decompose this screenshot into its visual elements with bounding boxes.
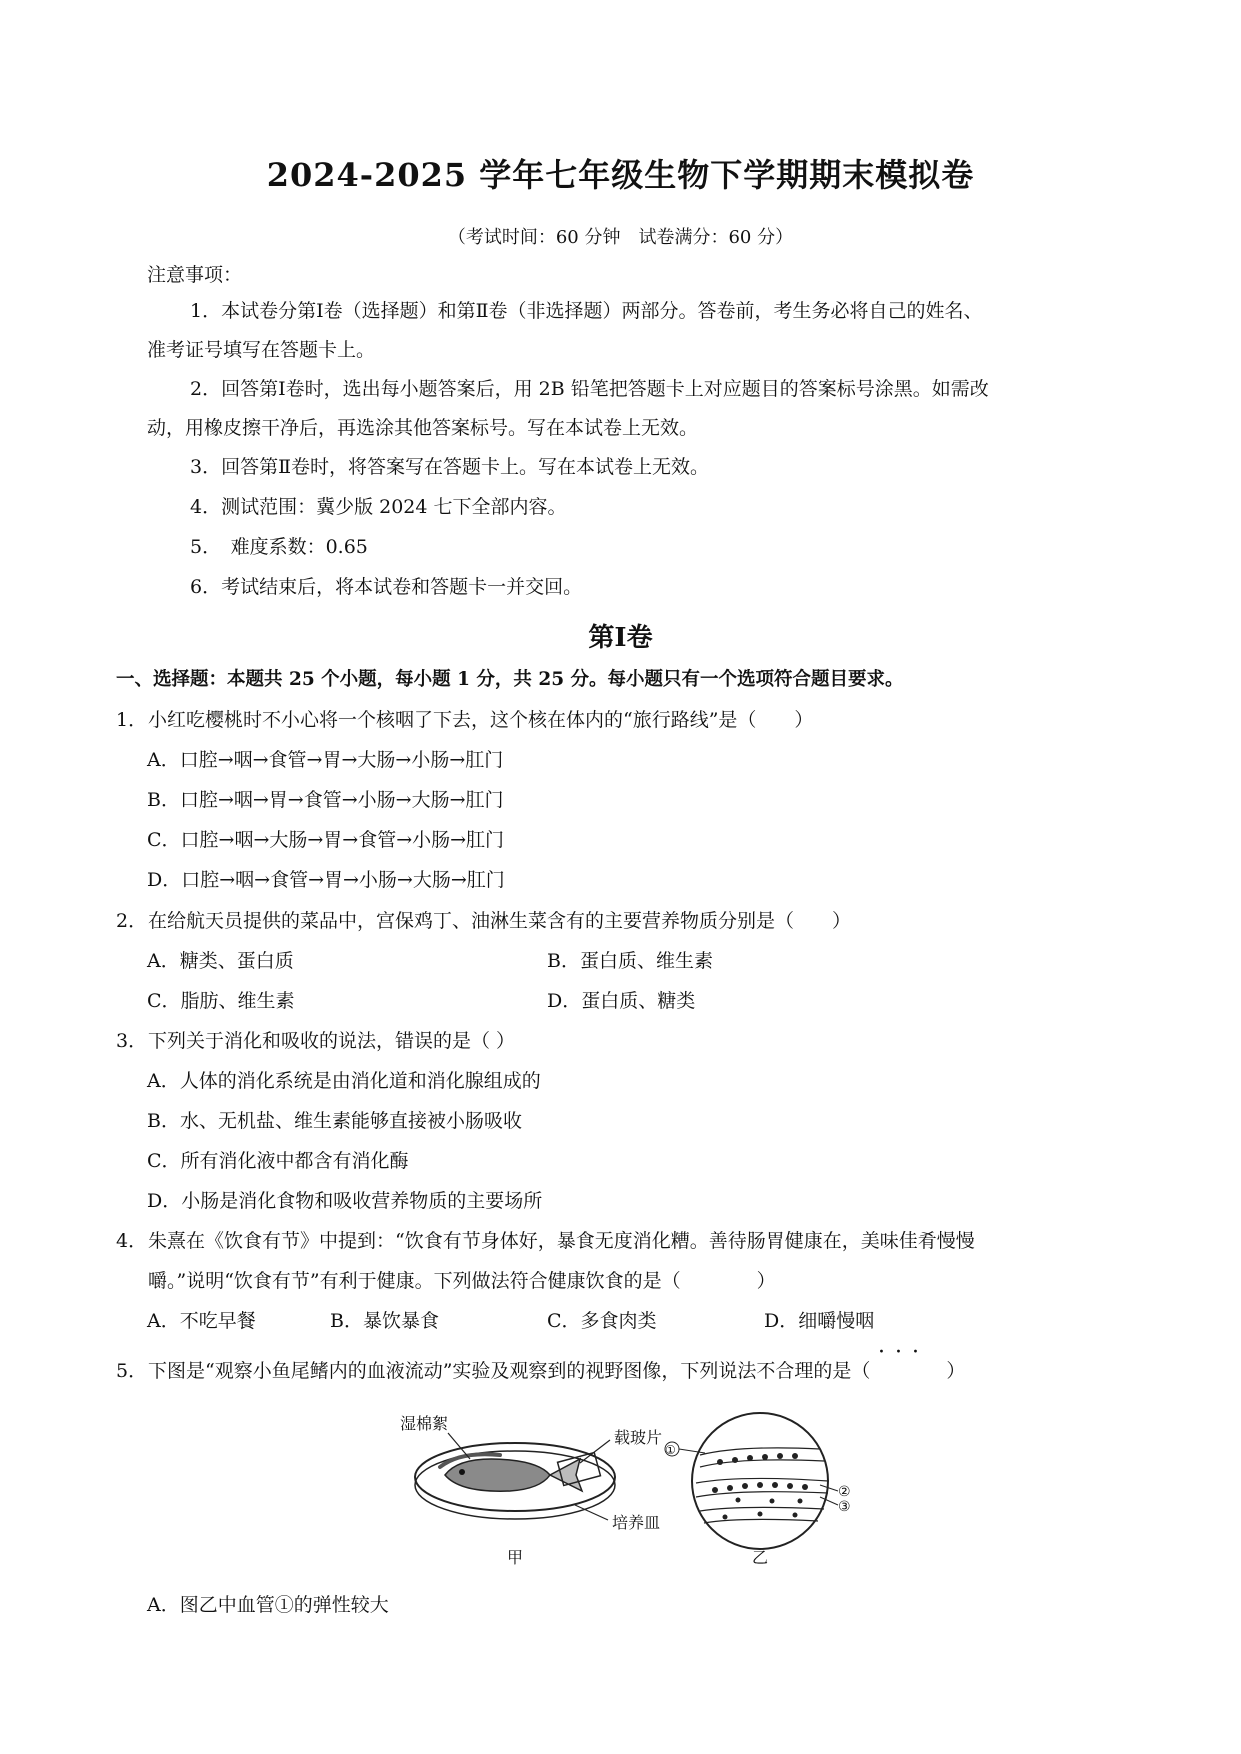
- option-d: D．口腔→咽→食管→胃→小肠→大肠→肛门: [147, 869, 505, 891]
- note-line: 5． 难度系数：0.65: [190, 536, 368, 558]
- option-c: C．口腔→咽→大肠→胃→食管→小肠→肛门: [147, 829, 505, 851]
- section-title: 第Ⅰ卷: [588, 623, 653, 653]
- note-line: 2．回答第Ⅰ卷时，选出每小题答案后，用 2B 铅笔把答题卡上对应题目的答案标号涂黑。如需改: [190, 378, 989, 400]
- question-stem: 下图是“观察小鱼尾鳍内的血液流动”实验及观察到的视野图像，下列说法不合理的是（ ）: [148, 1360, 966, 1382]
- question-number: 3．: [116, 1030, 148, 1052]
- fish-tail-experiment-figure: [400, 1405, 860, 1565]
- option-d: D．细嚼慢咽: [764, 1310, 875, 1332]
- label-dish: 培养皿: [612, 1513, 661, 1532]
- option-d: D．小肠是消化食物和吸收营养物质的主要场所: [147, 1190, 543, 1212]
- option-d: D．蛋白质、糖类: [547, 990, 696, 1012]
- exam-info: （考试时间：60 分钟 试卷满分：60 分）: [447, 227, 794, 248]
- label-jia: 甲: [507, 1548, 524, 1565]
- option-a: A．图乙中血管①的弹性较大: [147, 1594, 389, 1616]
- note-line: 1．本试卷分第Ⅰ卷（选择题）和第Ⅱ卷（非选择题）两部分。答卷前，考生务必将自己的姓名、: [190, 300, 983, 322]
- question-stem: 在给航天员提供的菜品中，宫保鸡丁、油淋生菜含有的主要营养物质分别是（ ）: [148, 910, 852, 932]
- question-3: [116, 1028, 515, 1054]
- label-yi: 乙: [752, 1548, 769, 1565]
- page-title: 2024-2025 学年七年级生物下学期期末模拟卷: [266, 156, 975, 194]
- marker-3: ③: [838, 1499, 851, 1515]
- label-cotton: 湿棉絮: [400, 1414, 449, 1433]
- option-a: A．人体的消化系统是由消化道和消化腺组成的: [147, 1070, 541, 1092]
- question-number: 1．: [116, 709, 148, 731]
- option-a: A．口腔→咽→食管→胃→大肠→小肠→肛门: [147, 749, 504, 771]
- question-5: [116, 1358, 965, 1384]
- question-1: [116, 707, 813, 733]
- fish-icon: [445, 1459, 550, 1491]
- marker-2: ②: [838, 1484, 851, 1500]
- option-c: C．脂肪、维生素: [147, 990, 295, 1012]
- question-stem: 小红吃樱桃时不小心将一个核咽了下去，这个核在体内的“旅行路线”是（ ）: [148, 709, 814, 731]
- note-line: 准考证号填写在答题卡上。: [147, 339, 376, 361]
- option-a: A．糖类、蛋白质: [147, 950, 294, 972]
- note-line: 6．考试结束后，将本试卷和答题卡一并交回。: [190, 576, 583, 598]
- label-slide: 载玻片: [614, 1428, 663, 1447]
- question-stem: 朱熹在《饮食有节》中提到：“饮食有节身体好，暴食无度消化糟。善待肠胃健康在，美味佳肴慢慢: [148, 1230, 975, 1252]
- option-a: A．不吃早餐: [147, 1310, 256, 1332]
- question-stem: 下列关于消化和吸收的说法，错误的是（ ）: [148, 1030, 516, 1052]
- question-2: [116, 908, 851, 934]
- option-b: B．蛋白质、维生素: [547, 950, 713, 972]
- option-c: C．多食肉类: [547, 1310, 657, 1332]
- note-line: 4．测试范围：冀少版 2024 七下全部内容。: [190, 496, 567, 518]
- question-number: 2．: [116, 910, 148, 932]
- option-b: B．水、无机盐、维生素能够直接被小肠吸收: [147, 1110, 522, 1132]
- option-b: B．暴饮暴食: [330, 1310, 439, 1332]
- petri-dish-diagram: [400, 1414, 662, 1565]
- question-number: 4．: [116, 1230, 148, 1252]
- option-c: C．所有消化液中都含有消化酶: [147, 1150, 409, 1172]
- note-line: 3．回答第Ⅱ卷时，将答案写在答题卡上。写在本试卷上无效。: [190, 456, 710, 478]
- microscope-view-diagram: [665, 1413, 851, 1565]
- marker-1: ①: [665, 1443, 676, 1457]
- option-b: B．口腔→咽→胃→食管→小肠→大肠→肛门: [147, 789, 504, 811]
- emphasis-dots: ···: [878, 1340, 929, 1365]
- part-heading: 一、选择题：本题共 25 个小题，每小题 1 分，共 25 分。每小题只有一个选项符合题目要求。: [116, 669, 904, 690]
- question-4: [116, 1228, 975, 1254]
- notes-heading: 注意事项：: [147, 264, 243, 286]
- note-line: 动，用橡皮擦干净后，再选涂其他答案标号。写在本试卷上无效。: [147, 417, 699, 439]
- question-number: 5．: [116, 1360, 148, 1382]
- question-stem-cont: 嚼。”说明“饮食有节”有利于健康。下列做法符合健康饮食的是（ ）: [148, 1270, 776, 1292]
